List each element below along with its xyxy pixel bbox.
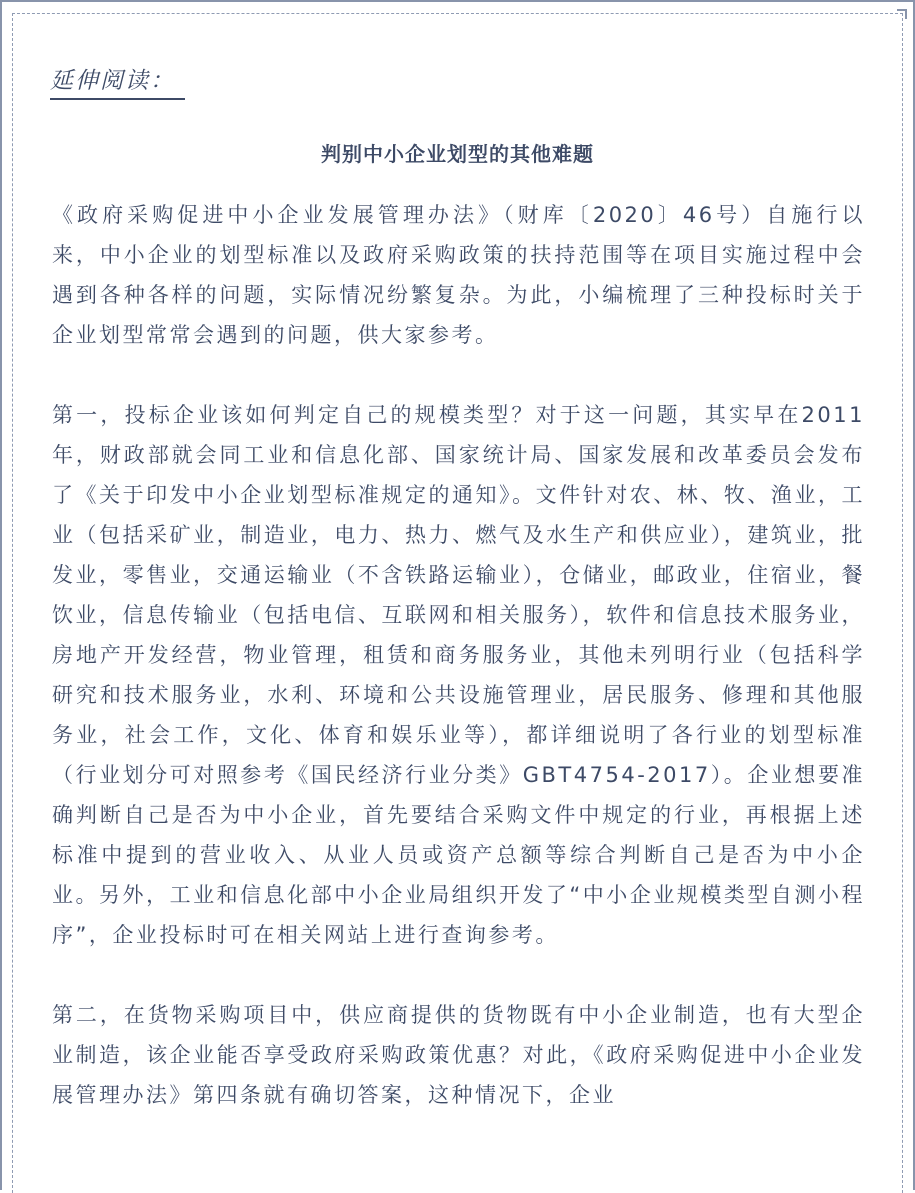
paragraph-intro: 《政府采购促进中小企业发展管理办法》（财库〔2020〕46号）自施行以来，中小企业的划型标准以及政府采购政策的扶持范围等在项目实施过程中会遇到各种各样的问题，实际情况纷繁复杂。为此，小编梳理了三种投标时关于企业划型常常会遇到的问题，供大家参考。 bbox=[52, 203, 865, 347]
extended-reading-label: 延伸阅读： bbox=[50, 64, 185, 100]
article-title: 判别中小企业划型的其他难题 bbox=[321, 142, 594, 166]
paragraph-second-question: 第二，在货物采购项目中，供应商提供的货物既有中小企业制造，也有大型企业制造，该企业能否享受政府采购政策优惠？对此，《政府采购促进中小企业发展管理办法》第四条就有确切答案，这种情况下，企业 bbox=[52, 1003, 865, 1107]
paragraph-first-question: 第一，投标企业该如何判定自己的规模类型？对于这一问题，其实早在2011年，财政部就会同工业和信息化部、国家统计局、国家发展和改革委员会发布了《关于印发中小企业划型标准规定的通知》。文件针对农、林、牧、渔业，工业（包括采矿业，制造业，电力、热力、燃气及水生产和供应业），建筑业，批发业，零售业，交通运输业（不含铁路运输业），仓储业，邮政业，住宿业，餐饮业，信息传输业（包括电信、互联网和相关服务），软件和信息技术服务业，房地产开发经营，物业管理，租赁和商务服务业，其他未列明行业（包括科学研究和技术服务业，水利、环境和公共设施管理业，居民服务、修理和其他服务业，社会工作，文化、体育和娱乐业等），都详细说明了各行业的划型标准（行业划分可对照参考《国民经济行业分类》GBT4754-2017）。企业想要准确判断自己是否为中小企业，首先要结合采购文件中规定的行业，再根据上述标准中提到的营业收入、从业人员或资产总额等综合判断自己是否为中小企业。另外，工业和信息化部中小企业局组织开发了“中小企业规模类型自测小程序”，企业投标时可在相关网站上进行查询参考。 bbox=[52, 403, 865, 947]
corner-decoration bbox=[897, 9, 907, 19]
article-body bbox=[52, 195, 865, 1155]
